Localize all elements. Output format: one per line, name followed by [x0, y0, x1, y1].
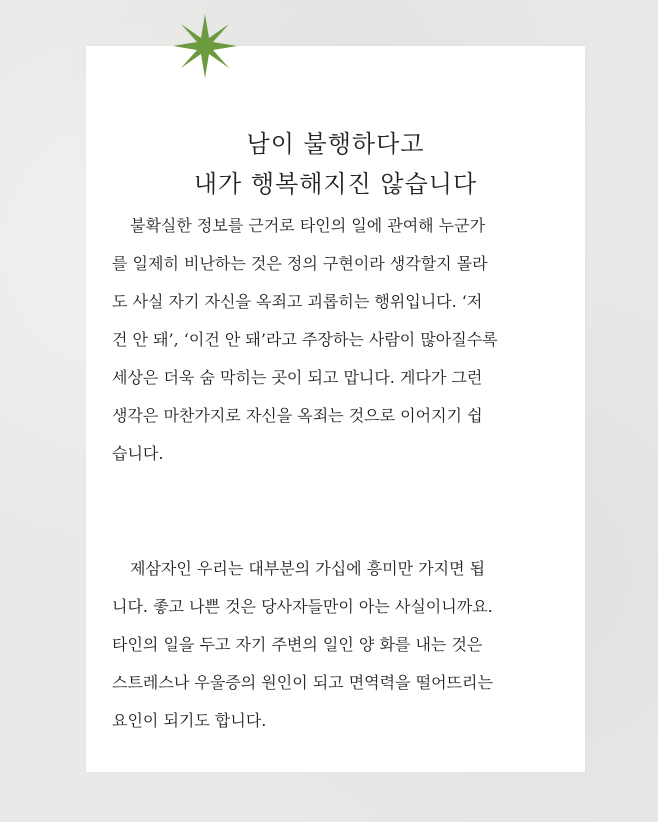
title-line-2: 내가 행복해지진 않습니다: [193, 170, 478, 198]
paragraph-line: 세상은 더욱 숨 막히는 곳이 되고 맙니다. 게다가 그런: [112, 368, 483, 387]
paragraph-line: 불확실한 정보를 근거로 타인의 일에 관여해 누군가: [130, 216, 486, 235]
paragraph-line: 스트레스나 우울증의 원인이 되고 면역력을 떨어뜨리는: [112, 673, 493, 692]
paragraph-line: 요인이 되기도 합니다.: [112, 711, 267, 730]
paragraph-line: 도 사실 자기 자신을 옥죄고 괴롭히는 행위입니다. ‘저: [112, 292, 483, 311]
paragraph-line: 습니다.: [112, 444, 164, 463]
page-title: [86, 124, 585, 204]
paragraph-2: [112, 550, 552, 740]
paragraph-line: 타인의 일을 두고 자기 주변의 일인 양 화를 내는 것은: [112, 635, 483, 654]
paragraph-line: 생각은 마찬가지로 자신을 옥죄는 것으로 이어지기 쉽: [112, 406, 483, 425]
title-line-1: 남이 불행하다고: [246, 130, 425, 158]
sparkle-star-icon: [173, 14, 237, 78]
star-shape: [173, 14, 237, 78]
paragraph-line: 를 일제히 비난하는 것은 정의 구현이라 생각할지 몰라: [112, 254, 488, 273]
paragraph-line: 제삼자인 우리는 대부분의 가십에 흥미만 가지면 됩: [130, 559, 486, 578]
paragraph-line: 건 안 돼’, ‘이건 안 돼’라고 주장하는 사람이 많아질수록: [112, 330, 498, 349]
paragraph-line: 니다. 좋고 나쁜 것은 당사자들만이 아는 사실이니까요.: [112, 597, 493, 616]
paragraph-1: [112, 207, 552, 473]
